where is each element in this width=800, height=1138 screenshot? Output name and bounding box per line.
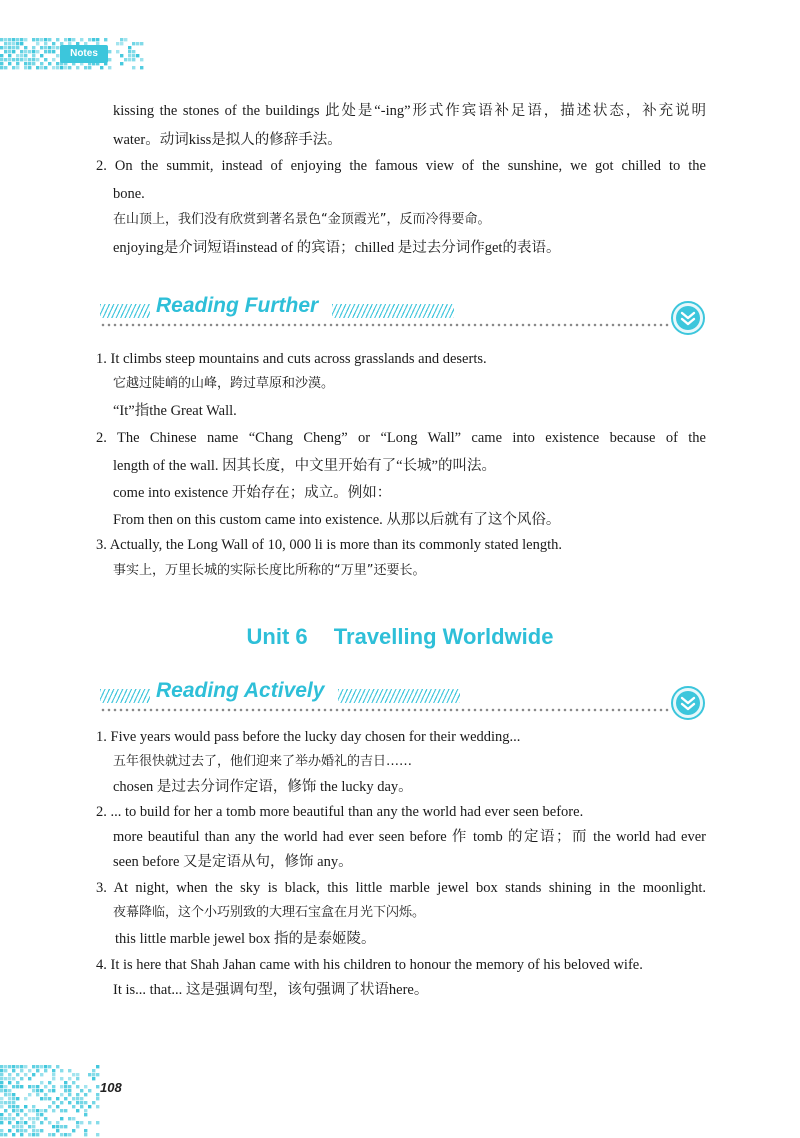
dotted-divider <box>100 323 670 327</box>
note-line: this little marble jewel box 指的是泰姬陵。 <box>115 931 376 947</box>
note-line: 1. It climbs steep mountains and cuts across grasslands and deserts. <box>96 351 487 367</box>
note-line: 3. Actually, the Long Wall of 10, 000 li is more than its commonly stated length. <box>96 537 562 553</box>
note-line: chosen 是过去分词作定语，修饰 the lucky day。 <box>113 779 413 795</box>
note-line: come into existence 开始存在；成立。例如： <box>113 485 392 501</box>
note-line: 夜幕降临，这个小巧别致的大理石宝盒在月光下闪烁。 <box>113 905 426 920</box>
note-line: It is... that... 这是强调句型，该句强调了状语here。 <box>113 982 429 998</box>
section-header-reading-actively <box>100 679 710 723</box>
page-number: 108 <box>100 1080 122 1095</box>
note-line: 2. On the summit, instead of enjoying the famous view of the sunshine, we got chilled to the <box>96 158 706 174</box>
chevron-down-icon <box>670 685 706 721</box>
hatch-decoration <box>100 689 150 703</box>
note-line: 它越过陡峭的山峰，跨过草原和沙漠。 <box>113 376 335 391</box>
unit-title <box>0 624 800 650</box>
note-line: From then on this custom came into existence. 从那以后就有了这个风俗。 <box>113 512 561 528</box>
note-line: 事实上，万里长城的实际长度比所称的“万里”还要长。 <box>113 563 426 578</box>
section-title: Reading Further <box>156 294 319 317</box>
chevron-down-icon <box>670 300 706 336</box>
pixel-mosaic-decoration <box>0 1065 100 1138</box>
hatch-decoration <box>338 689 460 703</box>
note-line: length of the wall. 因其长度，中文里开始有了“长城”的叫法。 <box>113 458 496 474</box>
note-line: more beautiful than any the world had ever seen before 作 tomb 的定语；而 the world had ever <box>113 829 706 845</box>
note-line: bone. <box>113 186 145 202</box>
hatch-decoration <box>332 304 454 318</box>
note-line: kissing the stones of the buildings 此处是“-ing”形式作宾语补足语，描述状态，补充说明 <box>113 103 706 119</box>
note-line: “It”指the Great Wall. <box>113 403 237 419</box>
note-line: enjoying是介词短语instead of 的宾语；chilled 是过去分词作get的表语。 <box>113 240 561 256</box>
section-title: Reading Actively <box>156 679 325 702</box>
note-line: water。动词kiss是拟人的修辞手法。 <box>113 132 342 148</box>
note-line: 2. ... to build for her a tomb more beautiful than any the world had ever seen before. <box>96 804 584 820</box>
hatch-decoration <box>100 304 150 318</box>
note-line: 在山顶上，我们没有欣赏到著名景色“金顶霞光”，反而冷得要命。 <box>113 212 491 227</box>
note-line: 五年很快就过去了，他们迎来了举办婚礼的吉日…… <box>113 754 413 769</box>
note-line: 4. It is here that Shah Jahan came with his children to honour the memory of his beloved wife. <box>96 957 643 973</box>
unit-name: Travelling Worldwide <box>333 624 554 649</box>
note-line: 1. Five years would pass before the lucky day chosen for their wedding... <box>96 729 521 745</box>
section-header-reading-further <box>100 294 710 338</box>
notes-tab-label: Notes <box>60 45 108 63</box>
unit-number: Unit 6 <box>246 624 308 649</box>
note-line: 3. At night, when the sky is black, this little marble jewel box stands shining in the moonlight. <box>96 880 706 896</box>
note-line: seen before 又是定语从句，修饰 any。 <box>113 854 353 870</box>
note-line: 2. The Chinese name “Chang Cheng” or “Long Wall” came into existence because of the <box>96 430 706 446</box>
dotted-divider <box>100 708 670 712</box>
